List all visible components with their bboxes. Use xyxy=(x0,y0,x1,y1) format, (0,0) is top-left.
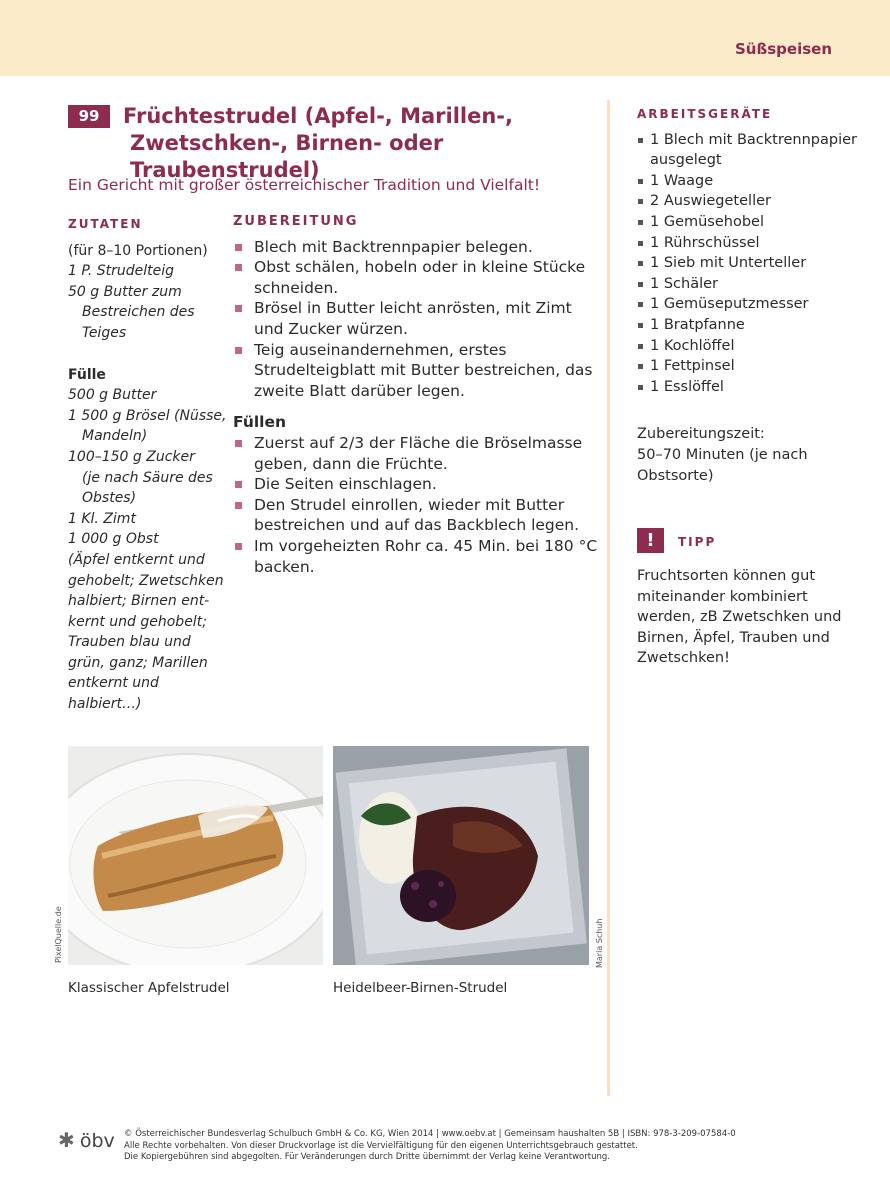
heidelbeer-strudel-photo xyxy=(333,746,589,965)
recipe-title xyxy=(123,103,603,184)
equipment-item: 1 Esslöffel xyxy=(637,377,867,398)
recipe-number-badge: 99 xyxy=(68,105,110,128)
portions: (für 8–10 Portionen) xyxy=(68,242,208,259)
star-icon: ✱ xyxy=(58,1128,75,1152)
equipment-item: 1 Bratpfanne xyxy=(637,315,867,336)
recipe-subtitle: Ein Gericht mit großer österreichischer Tradition und Vielfalt! xyxy=(68,176,541,194)
filling-line: 500 g Butter xyxy=(68,387,157,404)
filling-step: Zuerst auf 2/3 der Fläche die Bröselmasse geben, dann die Früchte. xyxy=(233,433,603,474)
prep-time-block xyxy=(637,424,867,486)
equipment-item: 1 Kochlöffel xyxy=(637,336,867,357)
ingredients-column xyxy=(68,214,228,715)
equipment-list xyxy=(637,130,867,398)
preparation-column xyxy=(233,212,603,577)
photo-credit-2: Maria Schuh xyxy=(595,918,604,968)
equipment-item: 1 Schäler xyxy=(637,274,867,295)
section-label: Süßspeisen xyxy=(734,40,832,58)
filling-steps-heading: Füllen xyxy=(233,413,287,432)
ingredient-line: Bestreichen des xyxy=(82,304,195,321)
footer-line-3: Die Kopiergebühren sind abgegolten. Für Veränderungen durch Dritte übernimmt der Verlag keine Verantwortung. xyxy=(124,1152,610,1162)
ingredients-filling-list xyxy=(68,385,228,715)
equipment-item: 1 Blech mit Backtrennpapier ausgelegt xyxy=(637,130,867,171)
equipment-item: 1 Gemüsehobel xyxy=(637,212,867,233)
equipment-item: 1 Fettpinsel xyxy=(637,356,867,377)
equipment-item: 1 Sieb mit Unterteller xyxy=(637,253,867,274)
column-divider xyxy=(607,100,610,1096)
apfelstrudel-photo xyxy=(68,746,323,965)
footer-copyright xyxy=(124,1129,764,1164)
exclamation-icon: ! xyxy=(637,528,664,553)
preparation-step: Teig auseinandernehmen, erstes Strudelteigblatt mit Butter bestreichen, das zweite Blatt darüber legen. xyxy=(233,340,603,402)
title-line-2: Zwetschken-, Birnen- oder Traubenstrudel) xyxy=(130,131,444,182)
filling-line: grün, ganz; Marillen xyxy=(68,654,208,671)
equipment-item: 1 Waage xyxy=(637,171,867,192)
filling-step: Den Strudel einrollen, wieder mit Butter bestreichen und auf das Backblech legen. xyxy=(233,495,603,536)
publisher-logo xyxy=(58,1128,115,1150)
ingredients-base-list xyxy=(68,261,228,343)
filling-line: halbiert…) xyxy=(68,696,142,713)
equipment-heading: ARBEITSGERÄTE xyxy=(637,107,773,121)
photo-caption-apfelstrudel: Klassischer Apfelstrudel xyxy=(68,980,230,996)
filling-line: 1 500 g Brösel (Nüsse, xyxy=(68,407,227,424)
filling-step: Die Seiten einschlagen. xyxy=(233,474,603,495)
filling-line: entkernt und xyxy=(68,675,159,692)
publisher-logo-text: öbv xyxy=(79,1130,115,1152)
equipment-item: 2 Auswiegeteller xyxy=(637,191,867,212)
filling-line: Trauben blau und xyxy=(68,634,191,651)
ingredient-line: Teiges xyxy=(82,324,127,341)
filling-steps xyxy=(233,433,603,577)
footer-line-2: Alle Rechte vorbehalten. Von dieser Druckvorlage ist die Vervielfältigung für den eigenen Unterrichtsgebrauch gestattet. xyxy=(124,1140,638,1151)
filling-line: Mandeln) xyxy=(82,428,148,445)
tip-text: Fruchtsorten können gut miteinander kombiniert werden, zB Zwetschken und Birnen, Äpfel, Trauben und Zwetschken! xyxy=(637,568,842,667)
equipment-item: 1 Rührschüssel xyxy=(637,233,867,254)
filling-line: (je nach Säure des xyxy=(82,469,213,486)
footer-line-1: © Österreichischer Bundesverlag Schulbuch GmbH & Co. KG, Wien 2014 | www.oebv.at | Gemeinsam haushalten 5B | ISBN: 978-3-209-07584-0 xyxy=(124,1129,736,1139)
ingredients-heading: ZUTATEN xyxy=(68,217,143,231)
filling-line: 1 Kl. Zimt xyxy=(68,510,136,527)
photo-credit-1: PixelQuelle.de xyxy=(54,906,63,963)
preparation-step: Blech mit Backtrennpapier belegen. xyxy=(233,237,603,258)
prep-time-label: Zubereitungszeit: xyxy=(637,426,765,443)
header-band xyxy=(0,0,890,76)
filling-line: Obstes) xyxy=(82,490,137,507)
tip-heading: TIPP xyxy=(678,535,717,549)
filling-line: gehobelt; Zwetschken xyxy=(68,572,224,589)
filling-line: halbiert; Birnen ent- xyxy=(68,593,210,610)
filling-line: kernt und gehobelt; xyxy=(68,613,207,630)
equipment-item: 1 Gemüseputzmesser xyxy=(637,294,867,315)
filling-line: 1 000 g Obst xyxy=(68,531,159,548)
photo-caption-heidelbeer: Heidelbeer-Birnen-Strudel xyxy=(333,980,508,996)
filling-heading: Fülle xyxy=(68,366,106,383)
filling-step: Im vorgeheizten Rohr ca. 45 Min. bei 180 °C backen. xyxy=(233,536,603,577)
title-line-1: Früchtestrudel (Apfel-, Marillen-, xyxy=(123,104,513,128)
equipment-column xyxy=(637,104,867,486)
filling-line: 100–150 g Zucker xyxy=(68,448,195,465)
ingredient-line: 1 P. Strudelteig xyxy=(68,263,175,280)
ingredient-line: 50 g Butter zum xyxy=(68,283,182,300)
preparation-step: Obst schälen, hobeln oder in kleine Stücke schneiden. xyxy=(233,257,603,298)
prep-time-value: 50–70 Minuten (je nach Obstsorte) xyxy=(637,446,808,484)
filling-line: (Äpfel entkernt und xyxy=(68,551,205,568)
preparation-heading: ZUBEREITUNG xyxy=(233,214,359,229)
preparation-step: Brösel in Butter leicht anrösten, mit Zimt und Zucker würzen. xyxy=(233,298,603,339)
preparation-steps xyxy=(233,237,603,402)
